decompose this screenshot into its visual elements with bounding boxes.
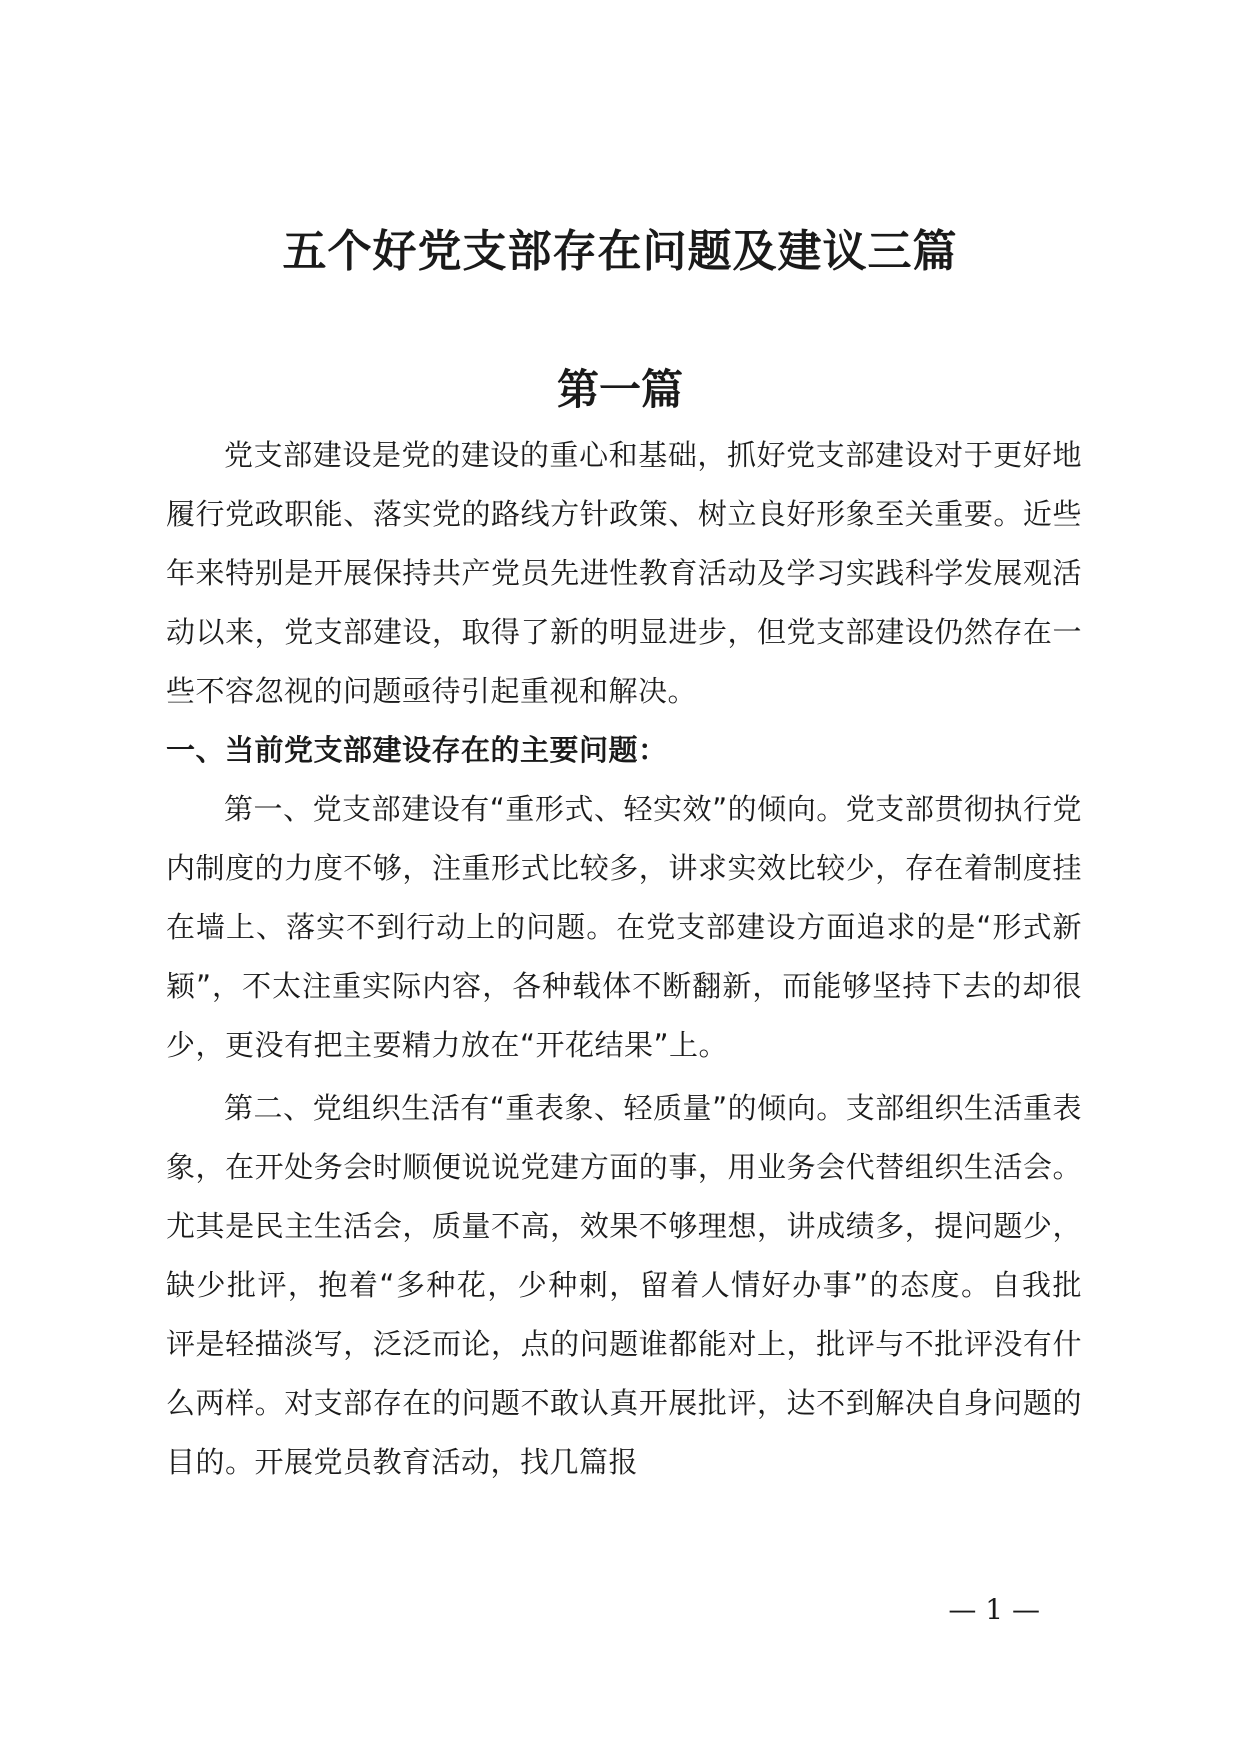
document-body <box>166 426 1082 1492</box>
page-number: — 1 — <box>948 1593 1040 1626</box>
problem-paragraph-1: 第一、党支部建设有“重形式、轻实效”的倾向。党支部贯彻执行党内制度的力度不够，注重形式比较多，讲求实效比较少，存在着制度挂在墙上、落实不到行动上的问题。在党支部建设方面追求的是“形式新颖”，不太注重实际内容，各种载体不断翻新，而能够坚持下去的却很少，更没有把主要精力放在“开花结果”上。 <box>166 792 1082 1062</box>
section-heading: 一、当前党支部建设存在的主要问题： <box>166 733 668 767</box>
problem-paragraph-2: 第二、党组织生活有“重表象、轻质量”的倾向。支部组织生活重表象，在开处务会时顺便说说党建方面的事，用业务会代替组织生活会。尤其是民主生活会，质量不高，效果不够理想，讲成绩多，提问题少，缺少批评，抱着“多种花，少种刺，留着人情好办事”的态度。自我批评是轻描淡写，泛泛而论，点的问题谁都能对上，批评与不批评没有什么两样。对支部存在的问题不敢认真开展批评，达不到解决自身问题的目的。开展党员教育活动，找几篇报 <box>166 1091 1082 1479</box>
document-title: 五个好党支部存在问题及建议三篇 <box>282 226 958 277</box>
section-title: 第一篇 <box>556 365 683 414</box>
intro-paragraph: 党支部建设是党的建设的重心和基础，抓好党支部建设对于更好地履行党政职能、落实党的路线方针政策、树立良好形象至关重要。近些年来特别是开展保持共产党员先进性教育活动及学习实践科学发展观活动以来，党支部建设，取得了新的明显进步，但党支部建设仍然存在一些不容忽视的问题亟待引起重视和解决。 <box>166 438 1082 708</box>
